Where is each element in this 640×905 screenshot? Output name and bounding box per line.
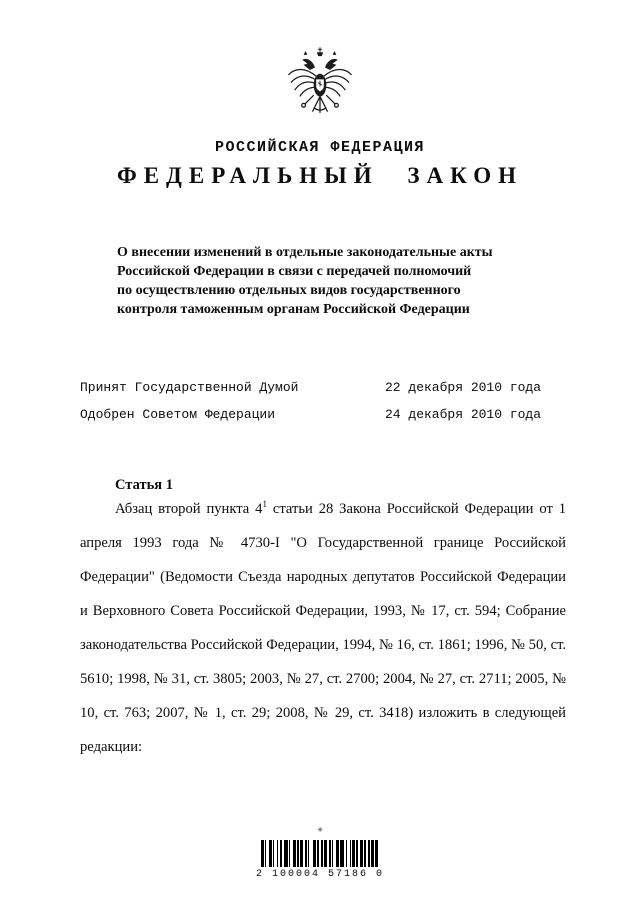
- approved-by-council-date: 24 декабря 2010 года: [385, 407, 542, 422]
- barcode: [256, 840, 384, 880]
- adoption-block: [80, 374, 565, 428]
- law-title-line: по осуществлению отдельных видов государственного: [117, 283, 461, 298]
- barcode-number: 2 100004 57186 0: [255, 869, 385, 880]
- article-1-paragraph: [80, 492, 566, 764]
- adopted-by-duma-date: 22 декабря 2010 года: [385, 380, 542, 395]
- paragraph-text-after-superscript: статьи 28 Закона Российской Федерации от 1 апреля 1993 года № 4730-I "О Государственной границе Российской Федерации" (Ведомости Съезда народных депутатов Российской Федерации и Верховного Совета Российской Федерации, 1993, № 17, ст. 594; Собрание законодательства Российской Федерации, 1994, № 16, ст. 1861; 1996, № 50, ст. 5610; 1998, № 31, ст. 3805; 2003, № 27, ст. 2700; 2004, № 27, ст. 2711; 2005, № 10, ст. 763; 2007, № 1, ст. 29; 2008, № 29, ст. 3418) изложить в следующей редакции:: [80, 501, 567, 755]
- paragraph-text-before-superscript: Абзац второй пункта 4: [115, 501, 263, 517]
- law-title-line: контроля таможенным органам Российской Федерации: [117, 302, 470, 317]
- law-title-line: О внесении изменений в отдельные законодательные акты: [117, 245, 493, 260]
- superscript-index: 1: [262, 499, 267, 510]
- small-print-mark-icon: ✳: [317, 826, 323, 834]
- adopted-by-duma-row: [80, 374, 565, 401]
- coat-of-arms-eagle-icon: [281, 46, 359, 128]
- approved-by-council-row: [80, 401, 565, 428]
- country-heading: РОССИЙСКАЯ ФЕДЕРАЦИЯ: [214, 139, 426, 156]
- approved-by-council-label: Одобрен Советом Федерации: [80, 407, 276, 422]
- barcode-bars: [256, 840, 384, 867]
- article-1-heading: Статья 1: [115, 477, 173, 493]
- document-type-heading: ФЕДЕРАЛЬНЫЙ ЗАКОН: [116, 163, 524, 188]
- law-title-line: Российской Федерации в связи с передачей полномочий: [117, 264, 472, 279]
- law-title: [117, 243, 577, 319]
- adopted-by-duma-label: Принят Государственной Думой: [80, 380, 299, 395]
